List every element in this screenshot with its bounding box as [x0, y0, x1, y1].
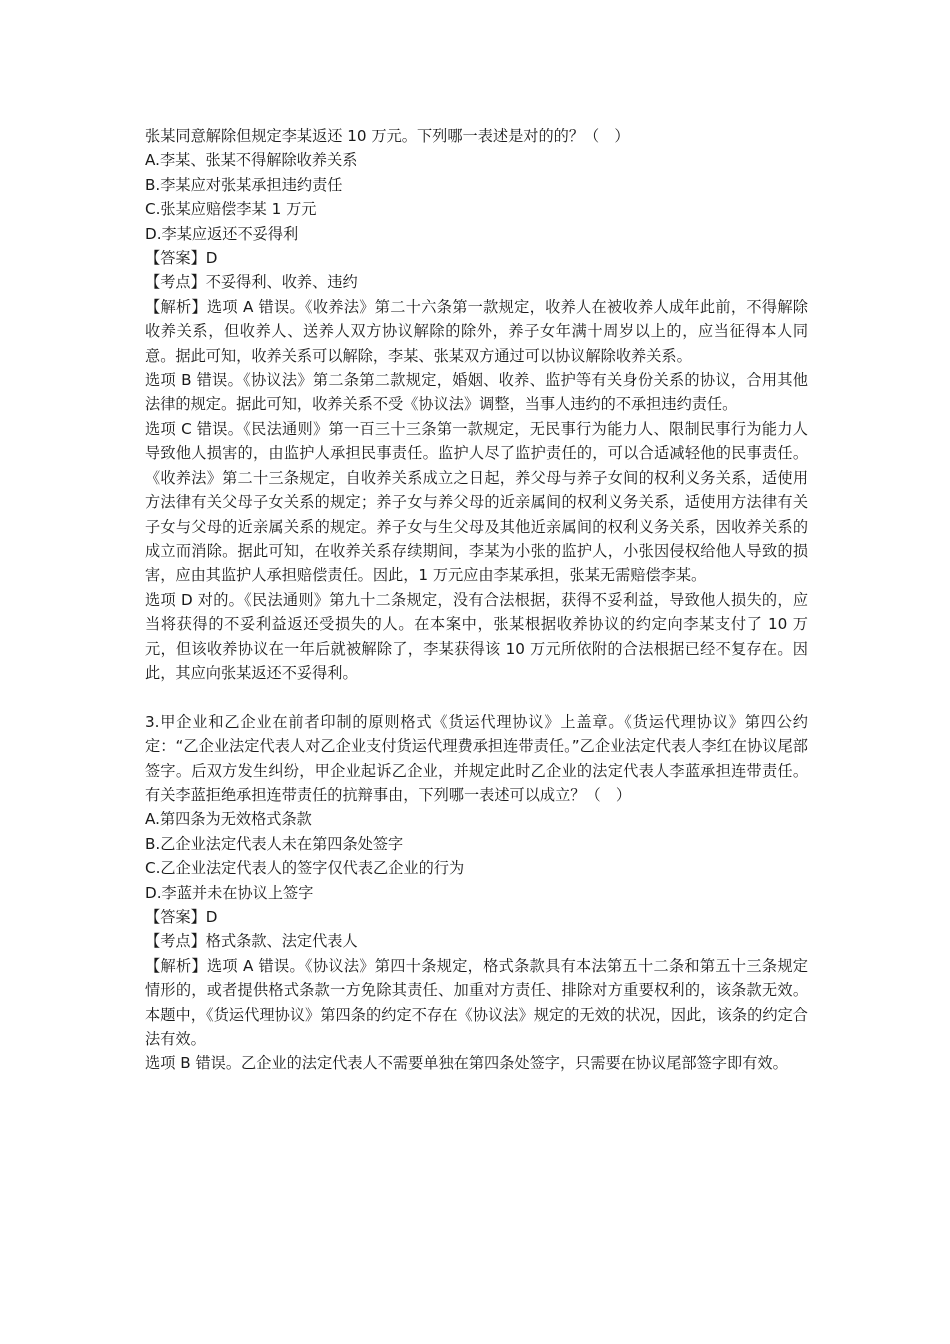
document-body [145, 124, 808, 1076]
option-d: D.李蓝并未在协议上签字 [145, 883, 314, 902]
key-points: 【考点】不妥得利、收养、违约 [145, 273, 358, 292]
option-b: B.李某应对张某承担违约责任 [145, 175, 343, 194]
option-c: C.乙企业法定代表人的签字仅代表乙企业的行为 [145, 859, 465, 878]
analysis-paragraph: 【解析】选项 A 错误。《收养法》第二十六条第一款规定，收养人在被收养人成年此前，不得解除收养关系，但收养人、送养人双方协议解除的除外，养子女年满十周岁以上的，应当征得本人同意。据此可知，收养关系可以解除，李某、张某双方通过可以协议解除收养关系。 [145, 297, 808, 365]
option-a: A.第四条为无效格式条款 [145, 810, 312, 829]
key-points: 【考点】格式条款、法定代表人 [145, 932, 358, 951]
question-3: 3.甲企业和乙企业在前者印制的原则格式《货运代理协议》上盖章。《货运代理协议》第四公约定：“乙企业法定代表人对乙企业支付货运代理费承担连带责任。”乙企业法定代表人李红在协议尾部签字。后双方发生纠纷，甲企业起诉乙企业，并规定此时乙企业的法定代表人李蓝承担连带责任。有关李蓝拒绝承担连带责任的抗辩事由，下列哪一表述可以成立？（ ） [145, 712, 808, 804]
option-b: B.乙企业法定代表人未在第四条处签字 [145, 834, 404, 853]
analysis-paragraph: 选项 C 错误。《民法通则》第一百三十三条第一款规定，无民事行为能力人、限制民事行为能力人导致他人损害的，由监护人承担民事责任。监护人尽了监护责任的，可以合适减轻他的民事责任。《收养法》第二十三条规定，自收养关系成立之日起，养父母与养子女间的权利义务关系，适使用方法律有关父母子女关系的规定；养子女与养父母的近亲属间的权利义务关系，适使用方法律有关子女与父母的近亲属关系的规定。养子女与生父母及其他近亲属间的权利义务关系，因收养关系的成立而消除。据此可知，在收养关系存续期间，李某为小张的监护人，小张因侵权给他人导致的损害，应由其监护人承担赔偿责任。因此，1 万元应由李某承担，张某无需赔偿李某。 [145, 419, 808, 585]
analysis-paragraph: 【解析】选项 A 错误。《协议法》第四十条规定，格式条款具有本法第五十二条和第五十三条规定情形的，或者提供格式条款一方免除其责任、加重对方责任、排除对方重要权利的，该条款无效。本题中，《货运代理协议》第四条的约定不存在《协议法》规定的无效的状况，因此，该条的约定合法有效。 [145, 956, 808, 1049]
option-a: A.李某、张某不得解除收养关系 [145, 151, 358, 170]
answer: 【答案】D [145, 907, 218, 926]
option-c: C.张某应赔偿李某 1 万元 [145, 200, 317, 219]
question-tail: 张某同意解除但规定李某返还 10 万元。下列哪一表述是对的的？（ ） [145, 127, 630, 145]
paragraph-spacer [145, 685, 808, 709]
answer: 【答案】D [145, 249, 218, 268]
analysis-paragraph: 选项 D 对的。《民法通则》第九十二条规定，没有合法根据，获得不妥利益，导致他人损失的，应当将获得的不妥利益返还受损失的人。在本案中，张某根据收养协议的约定向李某支付了 10 万元，但该收养协议在一年后就被解除了，李某获得该 10 万元所依附的合法根据已经不复存在。因此，其应向张某返还不妥得利。 [145, 590, 808, 682]
analysis-paragraph: 选项 B 错误。《协议法》第二条第二款规定，婚姻、收养、监护等有关身份关系的协议，合用其他法律的规定。据此可知，收养关系不受《协议法》调整，当事人违约的不承担违约责任。 [145, 371, 808, 414]
option-d: D.李某应返还不妥得利 [145, 224, 299, 243]
analysis-paragraph: 选项 B 错误。乙企业的法定代表人不需要单独在第四条处签字，只需要在协议尾部签字即有效。 [145, 1054, 788, 1073]
